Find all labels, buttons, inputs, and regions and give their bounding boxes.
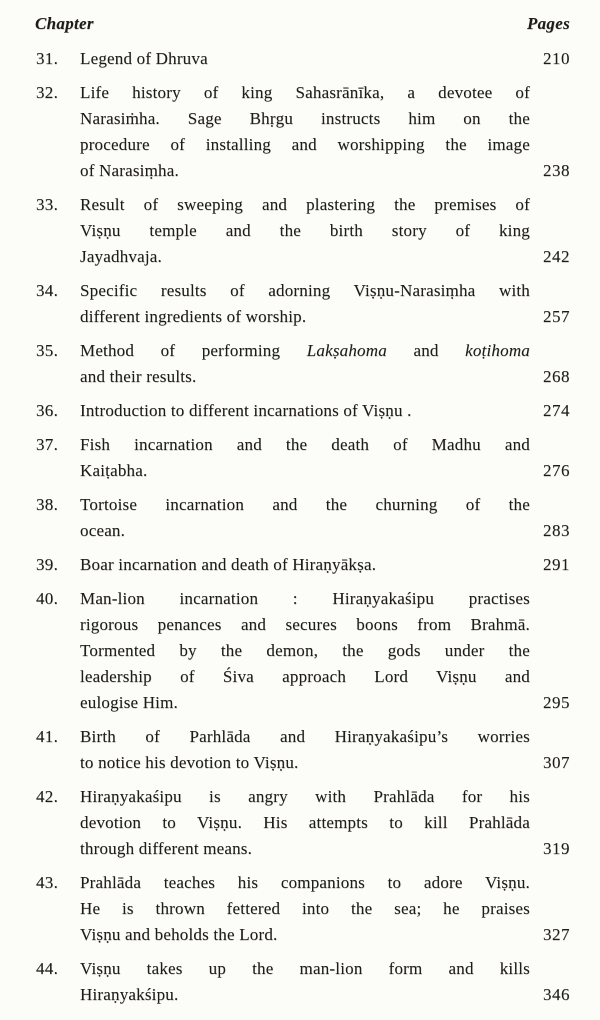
page-number: 291 — [543, 555, 570, 574]
title-line — [80, 810, 530, 836]
chapter-title — [80, 784, 530, 862]
title-line — [80, 586, 530, 612]
title-line — [80, 244, 530, 270]
title-line — [80, 784, 530, 810]
chapter-title — [80, 338, 530, 390]
chapter-title — [80, 724, 530, 776]
chapter-title — [80, 80, 530, 184]
toc-entry — [35, 432, 570, 484]
title-line — [80, 982, 530, 1008]
title-line — [80, 338, 530, 364]
title-line — [80, 664, 530, 690]
chapter-number: 39. — [36, 555, 59, 574]
title-segment: devotion to Viṣṇu. His attempts to kill Prahlāda — [80, 813, 530, 832]
toc-entry — [35, 724, 570, 776]
page-number: 210 — [543, 49, 570, 68]
chapter-number: 40. — [36, 589, 59, 608]
title-segment: and — [386, 341, 466, 360]
title-segment: Legend of Dhruva — [80, 49, 208, 68]
title-line — [80, 458, 530, 484]
title-segment: Prahlāda teaches his companions to adore Viṣṇu. — [80, 873, 530, 892]
chapter-number: 44. — [36, 959, 59, 978]
title-segment: Life history of king Sahasrānīka, a devotee of — [80, 83, 530, 102]
title-segment: and their results. — [80, 367, 197, 386]
toc-entry — [35, 80, 570, 184]
title-segment: procedure of installing and worshipping the image — [80, 135, 530, 154]
title-line — [80, 750, 530, 776]
chapter-number: 43. — [36, 873, 59, 892]
title-line — [80, 132, 530, 158]
toc-entry — [35, 552, 570, 578]
toc-entry — [35, 784, 570, 862]
toc-entry — [35, 278, 570, 330]
chapter-title — [80, 870, 530, 948]
title-line — [80, 922, 530, 948]
chapter-title — [80, 192, 530, 270]
chapter-number: 41. — [36, 727, 59, 746]
title-segment: Viṣṇu temple and the birth story of king — [80, 221, 530, 240]
title-segment: Viṣṇu takes up the man-lion form and kills — [80, 959, 530, 978]
title-segment: Viṣṇu and beholds the Lord. — [80, 925, 278, 944]
chapter-number: 32. — [36, 83, 59, 102]
title-line — [80, 432, 530, 458]
title-line — [80, 158, 530, 184]
page-number: 283 — [543, 521, 570, 540]
title-line — [80, 278, 530, 304]
title-segment: Result of sweeping and plastering the premises of — [80, 195, 530, 214]
title-line — [80, 638, 530, 664]
page-number: 295 — [543, 693, 570, 712]
title-line — [80, 518, 530, 544]
chapter-title — [80, 278, 530, 330]
pages-column-heading: Pages — [526, 14, 570, 33]
toc-entry — [35, 46, 570, 72]
title-line — [80, 218, 530, 244]
chapter-number: 36. — [36, 401, 59, 420]
chapter-number: 31. — [36, 49, 59, 68]
title-segment: Tortoise incarnation and the churning of the — [80, 495, 530, 514]
title-segment: Man-lion incarnation : Hiraṇyakaśipu practises — [80, 589, 530, 608]
title-segment: Method of performing — [80, 341, 307, 360]
page-number: 276 — [543, 461, 570, 480]
toc-header — [35, 12, 570, 36]
title-line — [80, 106, 530, 132]
page-number: 257 — [543, 307, 570, 326]
page-number: 307 — [543, 753, 570, 772]
title-segment: through different means. — [80, 839, 253, 858]
title-line — [80, 492, 530, 518]
chapter-number: 35. — [36, 341, 59, 360]
title-segment: He is thrown fettered into the sea; he praises — [80, 899, 530, 918]
chapter-number: 33. — [36, 195, 59, 214]
title-segment: to notice his devotion to Viṣṇu. — [80, 753, 299, 772]
title-segment: eulogise Him. — [80, 693, 178, 712]
title-line — [80, 836, 530, 862]
title-line — [80, 80, 530, 106]
italic-term: koṭihoma — [465, 341, 530, 360]
title-line — [80, 690, 530, 716]
title-segment: Introduction to different incarnations of Viṣṇu . — [80, 401, 412, 420]
chapter-title — [80, 492, 530, 544]
toc-entry — [35, 586, 570, 716]
chapter-number: 42. — [36, 787, 59, 806]
title-segment: rigorous penances and secures boons from Brahmā. — [80, 615, 530, 634]
page-number: 327 — [543, 925, 570, 944]
chapter-number: 38. — [36, 495, 59, 514]
page-number: 268 — [543, 367, 570, 386]
title-line — [80, 612, 530, 638]
chapter-number: 34. — [36, 281, 59, 300]
title-line — [80, 192, 530, 218]
title-line — [80, 46, 530, 72]
title-line — [80, 896, 530, 922]
title-line — [80, 304, 530, 330]
chapter-title — [80, 46, 530, 72]
page-number: 242 — [543, 247, 570, 266]
title-segment: leadership of Śiva approach Lord Viṣṇu and — [80, 667, 530, 686]
page-number: 346 — [543, 985, 570, 1004]
title-line — [80, 870, 530, 896]
page-number: 319 — [543, 839, 570, 858]
toc-entry — [35, 338, 570, 390]
title-segment: Boar incarnation and death of Hiraṇyākṣa. — [80, 555, 377, 574]
chapter-title — [80, 398, 530, 424]
title-line — [80, 724, 530, 750]
toc-entry-list — [35, 46, 570, 1008]
chapter-title — [80, 956, 530, 1008]
title-segment: Specific results of adorning Viṣṇu-Narasiṃha with — [80, 281, 530, 300]
chapter-title — [80, 552, 530, 578]
chapter-title — [80, 432, 530, 484]
italic-term: Lakṣahoma — [306, 341, 387, 360]
toc-entry — [35, 956, 570, 1008]
chapter-number: 37. — [36, 435, 59, 454]
title-segment: ocean. — [80, 521, 126, 540]
title-segment: Narasiṁha. Sage Bhṛgu instructs him on the — [80, 109, 530, 128]
title-segment: Hiraṇyakśipu. — [80, 985, 179, 1004]
title-segment: Kaiṭabha. — [80, 461, 148, 480]
toc-entry — [35, 492, 570, 544]
title-line — [80, 398, 530, 424]
title-segment: different ingredients of worship. — [80, 307, 307, 326]
chapter-title — [80, 586, 530, 716]
title-segment: of Narasiṃha. — [80, 161, 179, 180]
title-line — [80, 552, 530, 578]
toc-entry — [35, 192, 570, 270]
title-line — [80, 956, 530, 982]
toc-entry — [35, 398, 570, 424]
title-segment: Tormented by the demon, the gods under the — [80, 641, 530, 660]
title-segment: Hiraṇyakaśipu is angry with Prahlāda for his — [80, 787, 530, 806]
title-line — [80, 364, 530, 390]
title-segment: Jayadhvaja. — [80, 247, 162, 266]
title-segment: Fish incarnation and the death of Madhu and — [80, 435, 530, 454]
chapter-column-heading: Chapter — [35, 14, 94, 33]
title-segment: Birth of Parhlāda and Hiraṇyakaśipu’s worries — [80, 727, 530, 746]
page-number: 274 — [543, 401, 570, 420]
toc-entry — [35, 870, 570, 948]
page-number: 238 — [543, 161, 570, 180]
